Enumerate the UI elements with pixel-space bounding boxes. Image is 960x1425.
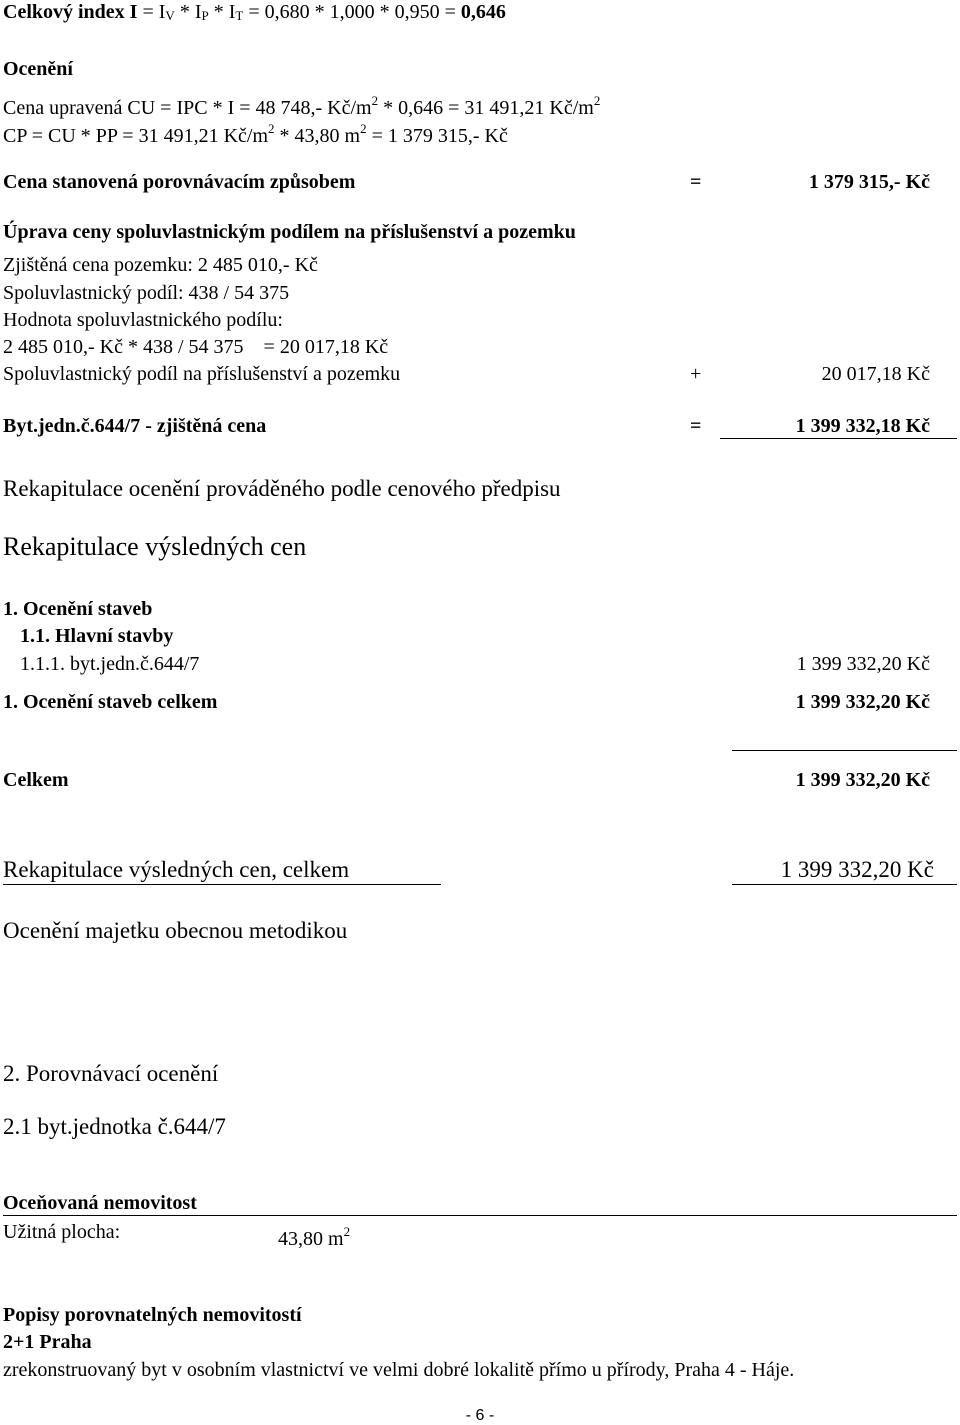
rekap-l111: 1.1.1. byt.jedn.č.644/7 — [20, 653, 200, 675]
byt-total-underline — [720, 438, 957, 439]
plocha-sup: 2 — [343, 1224, 351, 1239]
cu-line-b: * 0,646 = 31 491,21 Kč/m — [378, 97, 594, 119]
index-star1: * I — [174, 1, 202, 23]
cu-line-sup2: 2 — [593, 93, 601, 108]
rekap-total-label: 1. Ocenění staveb celkem — [3, 691, 218, 713]
nemovitost-heading: Oceňovaná nemovitost — [3, 1192, 197, 1214]
nemovitost-rule — [3, 1215, 957, 1216]
index-star2: * I — [208, 1, 236, 23]
uprava-line5: Spoluvlastnický podíl na příslušenství a pozemku — [3, 363, 401, 385]
index-eq: = I — [137, 1, 166, 23]
byt-total-op: = — [690, 415, 702, 437]
rekap-heading: Rekapitulace ocenění prováděného podle cenového předpisu — [3, 476, 561, 501]
index-label: Celkový index I — [3, 1, 138, 23]
popisy-text: zrekonstruovaný byt v osobním vlastnictví ve velmi dobré lokalitě přímo u přírody, Praha 4 - Háje. — [3, 1359, 795, 1381]
cp-line — [3, 117, 508, 148]
uprava-line5-value: 20 017,18 Kč — [821, 363, 930, 385]
cp-line-sup1: 2 — [268, 121, 275, 136]
plocha-label: Užitná plocha: — [3, 1221, 121, 1243]
rekap-l1: 1. Ocenění staveb — [3, 598, 153, 620]
byt-total-value: 1 399 332,18 Kč — [795, 415, 930, 437]
cena-porovnavaci-value: 1 379 315,- Kč — [808, 171, 930, 193]
cu-line-sup1: 2 — [371, 93, 379, 108]
cu-line-a: Cena upravená CU = IPC * I = 48 748,- Kč/m — [3, 97, 372, 119]
uprava-line3: Hodnota spoluvlastnického podílu: — [3, 309, 283, 331]
index-result: 0,646 — [460, 1, 506, 23]
obecna-heading: Ocenění majetku obecnou metodikou — [3, 918, 348, 943]
grand-value: 1 399 332,20 Kč — [780, 857, 934, 882]
plocha-value-text: 43,80 m — [278, 1228, 344, 1250]
cp-line-b: * 43,80 m — [274, 125, 361, 147]
byt-total-label: Byt.jedn.č.644/7 - zjištěná cena — [3, 415, 267, 437]
index-sub-t: T — [235, 8, 244, 23]
uprava-line5-op: + — [690, 363, 702, 385]
cp-line-sup2: 2 — [360, 121, 367, 136]
index-sub-p: P — [201, 8, 209, 23]
page-number: - 6 - — [465, 1407, 495, 1424]
plocha-value — [278, 1220, 350, 1251]
oceneni-heading: Ocenění — [3, 58, 73, 80]
grand-label: Rekapitulace výsledných cen, celkem — [3, 857, 350, 882]
cu-line — [3, 89, 600, 120]
cp-line-c: = 1 379 315,- Kč — [366, 125, 508, 147]
index-rest: = 0,680 * 1,000 * 0,950 = — [243, 1, 461, 23]
celkem-label: Celkem — [3, 769, 69, 791]
rekap-l11: 1.1. Hlavní stavby — [20, 625, 174, 647]
index-line — [3, 0, 506, 28]
rekap-vysl-heading: Rekapitulace výsledných cen — [3, 532, 307, 561]
cena-porovnavaci-op: = — [690, 171, 702, 193]
uprava-line4: 2 485 010,- Kč * 438 / 54 375 = 20 017,18 Kč — [3, 336, 389, 358]
uprava-line1: Zjištěná cena pozemku: 2 485 010,- Kč — [3, 254, 318, 276]
popisy-sub: 2+1 Praha — [3, 1331, 92, 1353]
cp-line-a: CP = CU * PP = 31 491,21 Kč/m — [3, 125, 268, 147]
grand-value-underline — [732, 884, 957, 885]
jednotka-heading: 2.1 byt.jednotka č.644/7 — [3, 1114, 226, 1139]
grand-label-underline — [3, 884, 441, 885]
popisy-heading: Popisy porovnatelných nemovitostí — [3, 1304, 302, 1326]
uprava-line2: Spoluvlastnický podíl: 438 / 54 375 — [3, 282, 290, 304]
index-sub-v: V — [165, 8, 175, 23]
cena-porovnavaci-label: Cena stanovená porovnávacím způsobem — [3, 171, 356, 193]
rekap-divider — [732, 750, 957, 751]
rekap-l111-value: 1 399 332,20 Kč — [796, 653, 930, 675]
uprava-heading: Úprava ceny spoluvlastnickým podílem na příslušenství a pozemku — [3, 221, 576, 243]
rekap-total-value: 1 399 332,20 Kč — [795, 691, 930, 713]
porovnavaci-heading: 2. Porovnávací ocenění — [3, 1061, 219, 1086]
celkem-value: 1 399 332,20 Kč — [795, 769, 930, 791]
